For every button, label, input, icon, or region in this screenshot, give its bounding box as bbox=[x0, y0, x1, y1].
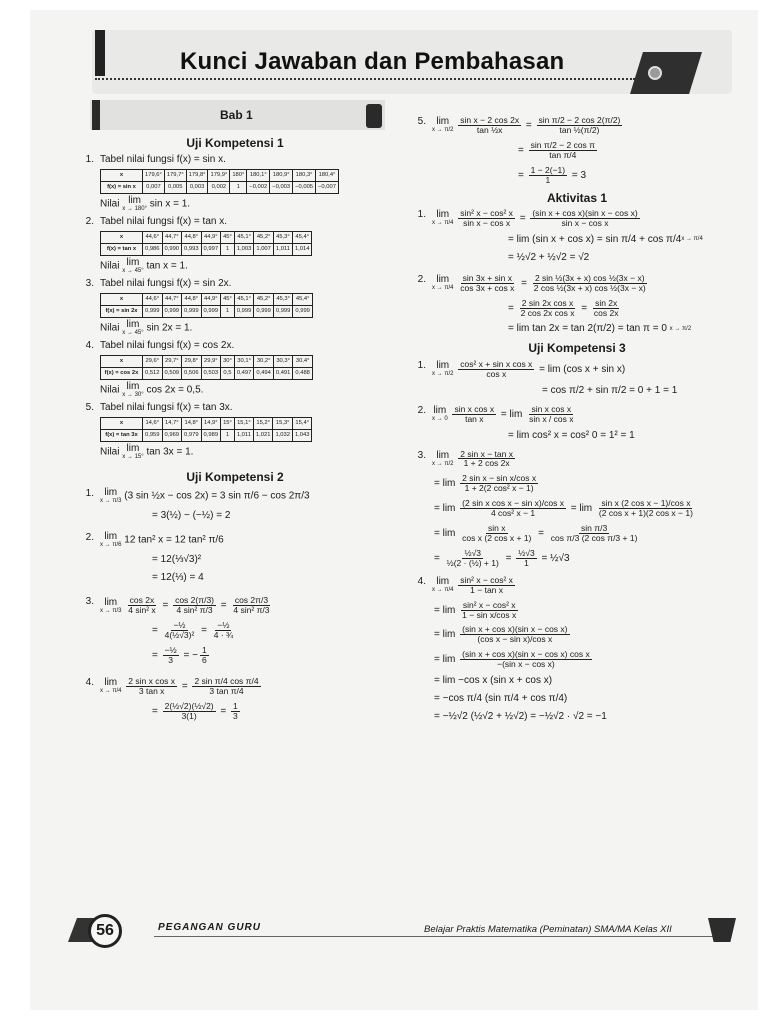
table-header-cell: 179,9° bbox=[208, 170, 230, 182]
table-header-cell: 45,3° bbox=[273, 294, 293, 306]
table-cell: f(x) = sin x bbox=[101, 182, 143, 194]
fraction: $\frac{\cos 2\pi/3}{\text{4 sin² π/3}}$ bbox=[233, 595, 270, 616]
table-header-cell: 29,9° bbox=[201, 356, 221, 368]
table-cell: 0,999 bbox=[273, 306, 293, 318]
fraction: $\frac{\text{sin x (2 cos x − 1)/cos x}}{\text{(2 cos x + 1)(2 cos x − 1)}}$ bbox=[598, 498, 693, 519]
fraction: $\frac{\text{sin x cos x}}{\text{tan x}}$ bbox=[454, 403, 495, 424]
fraction: $\frac{\text{sin x − 2 cos 2x}}{\text{tan ½x}}$ bbox=[460, 115, 520, 135]
fraction: $\frac{\text{(sin x + cos x)(sin x − cos x)}}{\text{(cos x − sin x)/cos x}}$ bbox=[462, 624, 568, 645]
table-header-cell: 29,8° bbox=[182, 356, 202, 368]
equation-step: = lim cos² x = cos² 0 = 1² = 1 bbox=[508, 429, 635, 441]
table-cell: 0,999 bbox=[182, 306, 202, 318]
table-cell: 0,969 bbox=[162, 429, 182, 441]
table-cell: −0,002 bbox=[247, 182, 270, 194]
value-table bbox=[100, 293, 313, 318]
limit-operator: lim x → π/4 bbox=[432, 209, 454, 227]
uji3-item-4 bbox=[412, 576, 742, 595]
table-header-cell: 45,1° bbox=[234, 294, 254, 306]
limit-operator: lim x → π/4 bbox=[100, 677, 122, 695]
table-cell: 0,979 bbox=[182, 429, 202, 441]
fraction: $\frac{\text{2 sin π/4 cos π/4}}{\text{3 tan π/4}}$ bbox=[194, 675, 259, 696]
table-cell: 0,506 bbox=[182, 368, 202, 380]
table-header-cell: x bbox=[101, 418, 143, 430]
table-header-cell: 45° bbox=[221, 232, 235, 244]
fraction: $\frac{\text{(sin x + cos x)(sin x − cos x)}}{\text{sin x − cos x}}$ bbox=[532, 207, 638, 228]
aktivitas-heading: Aktivitas 1 bbox=[546, 190, 608, 205]
limit-operator: lim x → 30° bbox=[122, 381, 144, 399]
table-header-cell: 180,9° bbox=[270, 170, 293, 182]
table-header-cell: 45,1° bbox=[234, 232, 254, 244]
item-number: 3. bbox=[417, 449, 426, 461]
aktivitas-item-1: 1. lim x → π/4 $\frac{\text{sin² x − cos² x}}{\text{sin x − cos x}}$ = $\frac{\text{(sin x + cos x)(sin x − cos x)}}{\text{sin x − cos x}}$ bbox=[412, 209, 742, 228]
aktivitas-item-2: 2. lim x → π/4 $\frac{\text{sin 3x + sin x}}{\text{cos 3x + cos x}}$ = $\frac{\text{2 sin ½(3x + x) cos ½(3x − x)}}{\text{2 cos ½(3x + x) cos ½(3x − x)}}$ bbox=[412, 274, 742, 293]
fraction: $\frac{\text{−½}}{\text{4(½√3)²}}$ bbox=[164, 620, 195, 641]
equation-step: = lim $\frac{\text{(sin x + cos x)(sin x − cos x)}}{\text{(cos x − sin x)/cos x}}$ bbox=[434, 624, 568, 645]
table-cell: 0,999 bbox=[201, 306, 221, 318]
table-header-cell: 15,1° bbox=[234, 418, 253, 430]
table-header-cell: x bbox=[101, 170, 143, 182]
uji2-item-2 bbox=[80, 532, 390, 548]
fraction: $\frac{\text{sin² x − cos² x}}{\text{1 − sin x/cos x}}$ bbox=[462, 599, 517, 620]
equation-step: = lim $\frac{\text{sin² x − cos² x}}{\text{1 − sin x/cos x}}$ bbox=[434, 599, 517, 620]
table-cell: −0,007 bbox=[316, 182, 339, 194]
table-header-cell: 14,6° bbox=[143, 418, 163, 430]
item-number: 3. bbox=[85, 596, 94, 608]
equation-step: = $\frac{1 - 2(-1)}{1}$ = 3 bbox=[518, 164, 587, 185]
item-number: 4. bbox=[417, 575, 426, 587]
table-header-cell: 15° bbox=[221, 418, 235, 430]
limit-operator: lim x → π/4 bbox=[432, 274, 454, 292]
right-column bbox=[412, 112, 742, 723]
limit-operator: lim x → π/3 bbox=[100, 487, 122, 505]
limit-result: Nilai lim x → 45° sin 2x = 1. bbox=[100, 319, 193, 337]
table-cell: 0,509 bbox=[162, 368, 182, 380]
item-number: 1. bbox=[85, 154, 94, 166]
table-cell: 0,986 bbox=[143, 244, 163, 256]
table-row bbox=[101, 170, 339, 182]
item-number: 1. bbox=[417, 359, 426, 371]
uji1-item bbox=[80, 154, 390, 212]
fraction: $\frac{\text{sin π/3}}{\text{cos π/3 (2 cos π/3 + 1)}}$ bbox=[550, 523, 638, 543]
equation-step: = lim $\frac{\text{sin x}}{\text{cos x (2 cos x + 1)}}$ = $\frac{\text{sin π/3}}{\text{cos π/3 (2 cos π/3 + 1)}}$ bbox=[434, 523, 638, 543]
table-header-cell: 14,8° bbox=[182, 418, 202, 430]
table-cell: 1,007 bbox=[254, 244, 274, 256]
table-cell: 0,497 bbox=[234, 368, 254, 380]
table-header-cell: 179,8° bbox=[186, 170, 208, 182]
uji3-item-2: 2. lim x → 0 $\frac{\text{sin x cos x}}{\text{tan x}}$ = lim $\frac{\text{sin x cos x}}{\text{sin x / cos x}}$ bbox=[412, 405, 742, 424]
equation-step: = lim (sin x + cos x) = sin π/4 + cos π/4 x → π/4 bbox=[508, 233, 703, 245]
uji-kompetensi-1-heading: Uji Kompetensi 1 bbox=[186, 136, 284, 150]
table-header-cell: 44,9° bbox=[201, 294, 221, 306]
table-cell: 0,993 bbox=[182, 244, 202, 256]
limit-operator: lim x → 0 bbox=[432, 405, 448, 423]
table-header-cell: 30° bbox=[221, 356, 235, 368]
footer-book-label: PEGANGAN GURU bbox=[158, 922, 262, 933]
table-header-cell: 15,4° bbox=[292, 418, 312, 430]
equation-step: = $\frac{\text{−½}}{3}$ = − $\frac{1}{6}$ bbox=[152, 645, 207, 665]
table-header-cell: x bbox=[101, 232, 143, 244]
table-cell: 0,997 bbox=[201, 244, 221, 256]
table-cell: 0,989 bbox=[201, 429, 221, 441]
table-cell: 0,999 bbox=[293, 306, 313, 318]
table-header-cell: 45,2° bbox=[254, 232, 274, 244]
table-cell: 0,494 bbox=[254, 368, 274, 380]
uji1-item bbox=[80, 278, 390, 336]
uji2-item-3: 3. lim x → π/3 $\frac{\cos 2x}{\text{4 sin² x}}$ = $\frac{\cos 2(\pi/3)}{\text{4 sin² π/3}}$ = $\frac{\cos 2\pi/3}{\text{4 sin² π/3}}$ bbox=[80, 596, 390, 615]
table-row bbox=[101, 368, 313, 380]
fraction: $\frac{\text{sin x}}{\text{cos x (2 cos x + 1)}}$ bbox=[462, 523, 532, 543]
table-header-cell: 14,7° bbox=[162, 418, 182, 430]
item-number: 5. bbox=[417, 116, 426, 127]
item-number: 3. bbox=[85, 278, 94, 290]
chapter-bar bbox=[90, 100, 385, 130]
equation-step: = −cos π/4 (sin π/4 + cos π/4) bbox=[434, 693, 568, 705]
table-header-cell: 44,6° bbox=[143, 294, 163, 306]
table-cell: 1 bbox=[221, 306, 235, 318]
equation-step: = 12(⅓√3)² bbox=[152, 554, 202, 566]
fraction: $\frac{1 - 2(-1)}{1}$ bbox=[530, 164, 566, 185]
table-header-cell: 45,2° bbox=[254, 294, 274, 306]
table-cell: 0,491 bbox=[273, 368, 293, 380]
table-cell: −0,005 bbox=[293, 182, 316, 194]
table-header-cell: 180,3° bbox=[293, 170, 316, 182]
equation-step: = $\frac{\text{sin π/2 − 2 cos π}}{\text{tan π/4}}$ bbox=[518, 139, 596, 160]
item-number: 1. bbox=[417, 208, 426, 220]
table-cell: 0,512 bbox=[143, 368, 163, 380]
header-tab-decoration bbox=[95, 30, 105, 76]
value-table bbox=[100, 355, 313, 380]
limit-operator: lim x → π/3 bbox=[100, 596, 122, 614]
table-cell: 0,959 bbox=[143, 429, 163, 441]
equation-text: (3 sin ½x − cos 2x) = 3 sin π/6 − cos 2π/3 bbox=[124, 490, 310, 502]
item-text: Tabel nilai fungsi f(x) = tan 3x. bbox=[100, 402, 233, 414]
equation-step: = lim −cos x (sin x + cos x) bbox=[434, 675, 553, 687]
table-cell: f(x) = tan x bbox=[101, 244, 143, 256]
table-header-cell: 180° bbox=[230, 170, 247, 182]
fraction: $\frac{\text{sin² x − cos² x}}{\text{1 − tan x}}$ bbox=[460, 574, 513, 595]
item-text: Tabel nilai fungsi f(x) = sin x. bbox=[100, 154, 226, 166]
fraction: $\frac{\text{(sin x + cos x)(sin x − cos x) cos x}}{\text{−(sin x − cos x)}}$ bbox=[462, 649, 590, 670]
table-header-cell: 179,6° bbox=[143, 170, 165, 182]
table-header-cell: 15,2° bbox=[253, 418, 273, 430]
table-header-cell: 44,8° bbox=[182, 232, 202, 244]
limit-operator: lim x → 45° bbox=[122, 257, 144, 275]
table-header-cell: 15,3° bbox=[273, 418, 293, 430]
table-cell: 0,990 bbox=[162, 244, 182, 256]
table-row bbox=[101, 232, 312, 244]
uji-kompetensi-1-list bbox=[80, 154, 390, 460]
equation-step: = 12(⅓) = 4 bbox=[152, 572, 204, 584]
item-number: 5. bbox=[85, 402, 94, 414]
table-row bbox=[101, 306, 313, 318]
table-cell: 1 bbox=[230, 182, 247, 194]
fraction: $\frac{\text{sin 3x + sin x}}{\text{cos 3x + cos x}}$ bbox=[460, 272, 515, 293]
table-cell: 0,999 bbox=[234, 306, 254, 318]
item-number: 4. bbox=[85, 340, 94, 352]
fraction: $\frac{\text{½√3}}{\text{½(2 · (½) + 1)}}$ bbox=[446, 547, 499, 568]
value-table bbox=[100, 417, 312, 442]
uji1-item-5-solution: 5. lim x → π/2 $\frac{\text{sin x − 2 cos 2x}}{\text{tan ½x}}$ = $\frac{\text{sin π/2 − 2 cos 2(π/2)}}{\text{tan ½(π/2)}}$ bbox=[412, 116, 742, 135]
footer-book-title: Belajar Praktis Matematika (Peminatan) SMA/MA Kelas XII bbox=[424, 924, 672, 935]
table-row bbox=[101, 356, 313, 368]
table-cell: 0,005 bbox=[164, 182, 186, 194]
table-cell: 0,999 bbox=[254, 306, 274, 318]
limit-operator: lim x → π/2 bbox=[432, 360, 454, 378]
fraction: $\frac{\text{−½}}{3}$ bbox=[164, 645, 177, 665]
limit-operator: lim x → π/2 bbox=[432, 449, 454, 467]
equation-step: = $\frac{\text{2 sin 2x cos x}}{\text{2 cos 2x cos x}}$ = $\frac{\sin 2x}{\cos 2x}$ bbox=[508, 297, 619, 318]
bullet-icon bbox=[648, 66, 662, 80]
table-header-cell: 44,6° bbox=[143, 232, 163, 244]
table-row bbox=[101, 418, 312, 430]
fraction: $\frac{\cos 2x}{\text{4 sin² x}}$ bbox=[128, 595, 156, 616]
table-header-cell: 45,3° bbox=[273, 232, 292, 244]
limit-operator: lim x → π/6 bbox=[100, 531, 122, 549]
footer-divider bbox=[154, 936, 714, 937]
item-number: 2. bbox=[417, 273, 426, 285]
fraction: $\frac{\text{2 sin x cos x}}{\text{3 tan x}}$ bbox=[128, 675, 176, 696]
left-column bbox=[80, 100, 390, 721]
table-cell: −0,003 bbox=[270, 182, 293, 194]
table-cell: 1,021 bbox=[253, 429, 273, 441]
chapter-tab-decoration bbox=[92, 100, 100, 130]
fraction: $\frac{\text{−½}}{\text{4 · ¾}}$ bbox=[213, 620, 234, 641]
table-cell: 0,003 bbox=[186, 182, 208, 194]
table-cell: 1,014 bbox=[292, 244, 312, 256]
table-cell: 0,5 bbox=[221, 368, 235, 380]
value-table bbox=[100, 169, 339, 194]
fraction: $\frac{1}{3}$ bbox=[233, 700, 238, 721]
equation-step: = 3(½) − (−½) = 2 bbox=[152, 510, 231, 522]
table-cell: f(x) = cos 2x bbox=[101, 368, 143, 380]
table-header-cell: 30,3° bbox=[273, 356, 293, 368]
fraction: $\frac{\text{2(½√2)(½√2)}}{3(1)}$ bbox=[164, 700, 214, 721]
chapter-tab-icon bbox=[366, 104, 382, 128]
table-cell: 0,007 bbox=[143, 182, 165, 194]
page-title: Kunci Jawaban dan Pembahasan bbox=[180, 48, 565, 75]
equation-step: = $\frac{\text{½√3}}{\text{½(2 · (½) + 1)}}$ = $\frac{\text{½√3}}{1}$ = ½√3 bbox=[434, 547, 570, 568]
table-header-cell: 44,7° bbox=[162, 294, 182, 306]
table-cell: 0,002 bbox=[208, 182, 230, 194]
header-divider bbox=[95, 78, 635, 80]
uji2-item-4: 4. lim x → π/4 $\frac{\text{2 sin x cos x}}{\text{3 tan x}}$ = $\frac{\text{2 sin π/4 cos π/4}}{\text{3 tan π/4}}$ bbox=[80, 677, 390, 696]
table-cell: 1,043 bbox=[292, 429, 312, 441]
table-header-cell: 180,1° bbox=[247, 170, 270, 182]
footer-badge-icon bbox=[708, 918, 736, 942]
table-header-cell: 44,9° bbox=[201, 232, 221, 244]
item-number: 4. bbox=[85, 676, 94, 688]
table-row bbox=[101, 182, 339, 194]
equation-text: 12 tan² x = 12 tan² π/6 bbox=[124, 534, 224, 546]
table-header-cell: 29,6° bbox=[143, 356, 163, 368]
table-cell: f(x) = sin 2x bbox=[101, 306, 143, 318]
equation-step: = lim $\frac{\text{2 sin x − sin x/cos x}}{\text{1 + 2(2 cos² x − 1)}}$ bbox=[434, 473, 537, 494]
fraction: $\frac{1}{6}$ bbox=[201, 645, 207, 665]
equation-step: = lim $\frac{\text{(2 sin x cos x − sin x)/cos x}}{\text{4 cos² x − 1}}$ = lim $\frac{\text{sin x (2 cos x − 1)/cos x}}{\text{(2 cos x + 1)(2 cos x − 1)}}$ bbox=[434, 498, 693, 519]
table-row bbox=[101, 294, 313, 306]
table-cell: 0,503 bbox=[201, 368, 221, 380]
limit-result: Nilai lim x → 30° cos 2x = 0,5. bbox=[100, 381, 204, 399]
table-header-cell: 45,4° bbox=[293, 294, 313, 306]
table-cell: 1 bbox=[221, 429, 235, 441]
table-cell: 1,011 bbox=[273, 244, 292, 256]
fraction: $\frac{\text{sin π/2 − 2 cos π}}{\text{tan π/4}}$ bbox=[530, 139, 596, 160]
table-cell: 1,032 bbox=[273, 429, 293, 441]
item-text: Tabel nilai fungsi f(x) = cos 2x. bbox=[100, 340, 235, 352]
fraction: $\frac{\text{2 sin ½(3x + x) cos ½(3x − x)}}{\text{2 cos ½(3x + x) cos ½(3x − x)}}$ bbox=[533, 272, 646, 293]
limit-operator: lim x → 180° bbox=[122, 195, 147, 213]
value-table bbox=[100, 231, 312, 256]
item-number: 2. bbox=[85, 216, 94, 228]
table-header-cell: 44,7° bbox=[162, 232, 182, 244]
table-cell: 1 bbox=[221, 244, 235, 256]
fraction: $\frac{\text{sin π/2 − 2 cos 2(π/2)}}{\text{tan ½(π/2)}}$ bbox=[538, 115, 621, 135]
table-row bbox=[101, 244, 312, 256]
table-cell: 1,011 bbox=[234, 429, 253, 441]
page-footer bbox=[60, 912, 740, 948]
table-header-cell: 179,7° bbox=[164, 170, 186, 182]
item-number: 1. bbox=[85, 488, 94, 500]
table-header-cell: 30,2° bbox=[254, 356, 274, 368]
fraction: $\frac{\text{2 sin x − tan x}}{1 + 2 \cos 2x}$ bbox=[460, 448, 513, 469]
fraction: $\frac{\cos 2(\pi/3)}{\text{4 sin² π/3}}$ bbox=[175, 595, 215, 616]
uji-kompetensi-3-heading: Uji Kompetensi 3 bbox=[528, 341, 626, 356]
item-number: 2. bbox=[85, 532, 94, 544]
table-cell: 0,999 bbox=[143, 306, 163, 318]
equation-step: = cos π/2 + sin π/2 = 0 + 1 = 1 bbox=[542, 384, 678, 396]
fraction: $\frac{\text{sin x cos x}}{\text{sin x / cos x}}$ bbox=[529, 403, 574, 424]
uji3-item-1: 1. lim x → π/2 $\frac{\text{cos² x + sin x cos x}}{\text{cos x}}$ = lim (cos x + sin x) bbox=[412, 360, 742, 379]
limit-result: Nilai lim x → 45° tan x = 1. bbox=[100, 257, 188, 275]
table-header-cell: x bbox=[101, 294, 143, 306]
equation-step: = −½√2 (½√2 + ½√2) = −½√2 · √2 = −1 bbox=[434, 711, 607, 723]
fraction: $\frac{\text{sin² x − cos² x}}{\text{sin x − cos x}}$ bbox=[460, 207, 513, 228]
uji-kompetensi-2-heading: Uji Kompetensi 2 bbox=[186, 469, 284, 484]
equation-step: = $\frac{\text{2(½√2)(½√2)}}{3(1)}$ = $\frac{1}{3}$ bbox=[152, 700, 238, 721]
equation-step: = ½√2 + ½√2 = √2 bbox=[508, 251, 590, 263]
uji3-item-3 bbox=[412, 450, 742, 469]
table-row bbox=[101, 429, 312, 441]
item-text: Tabel nilai fungsi f(x) = tan x. bbox=[100, 216, 228, 228]
uji1-item bbox=[80, 340, 390, 398]
equation-step: = $\frac{\text{−½}}{\text{4(½√3)²}}$ = $\frac{\text{−½}}{\text{4 · ¾}}$ bbox=[152, 620, 234, 641]
limit-result: Nilai lim x → 180° sin x = 1. bbox=[100, 195, 191, 213]
table-header-cell: 44,8° bbox=[182, 294, 202, 306]
table-header-cell: x bbox=[101, 356, 143, 368]
table-header-cell: 14,9° bbox=[201, 418, 221, 430]
table-header-cell: 29,7° bbox=[162, 356, 182, 368]
page-number: 56 bbox=[88, 914, 122, 948]
limit-operator: lim x → π/2 bbox=[432, 116, 454, 134]
limit-result: Nilai lim x → 15° tan 3x = 1. bbox=[100, 442, 194, 460]
limit-operator: lim x → 45° bbox=[122, 319, 144, 337]
chapter-label: Bab 1 bbox=[220, 108, 253, 122]
item-number: 2. bbox=[417, 404, 426, 416]
uji2-item-1 bbox=[80, 488, 390, 504]
fraction: $\frac{\text{(2 sin x cos x − sin x)/cos x}}{\text{4 cos² x − 1}}$ bbox=[462, 498, 564, 519]
fraction: $\frac{\text{2 sin x − sin x/cos x}}{\text{1 + 2(2 cos² x − 1)}}$ bbox=[462, 473, 537, 494]
table-cell: 0,488 bbox=[293, 368, 313, 380]
fraction: $\frac{\text{½√3}}{1}$ bbox=[518, 547, 535, 568]
equation-step: = lim $\frac{\text{(sin x + cos x)(sin x − cos x) cos x}}{\text{−(sin x − cos x)}}$ bbox=[434, 649, 590, 670]
table-cell: 0,999 bbox=[162, 306, 182, 318]
table-cell: f(x) = tan 3x bbox=[101, 429, 143, 441]
table-header-cell: 45° bbox=[221, 294, 235, 306]
fraction: $\frac{\sin 2x}{\cos 2x}$ bbox=[593, 297, 619, 318]
table-header-cell: 30,1° bbox=[234, 356, 254, 368]
table-header-cell: 45,4° bbox=[292, 232, 312, 244]
item-text: Tabel nilai fungsi f(x) = sin 2x. bbox=[100, 278, 232, 290]
table-cell: 1,003 bbox=[234, 244, 254, 256]
uji1-item bbox=[80, 402, 390, 460]
uji1-item bbox=[80, 216, 390, 274]
table-header-cell: 180,4° bbox=[316, 170, 339, 182]
fraction: $\frac{\text{cos² x + sin x cos x}}{\text{cos x}}$ bbox=[460, 358, 533, 379]
fraction: $\frac{\text{2 sin 2x cos x}}{\text{2 cos 2x cos x}}$ bbox=[520, 297, 575, 318]
table-header-cell: 30,4° bbox=[293, 356, 313, 368]
limit-operator: lim x → 15° bbox=[122, 442, 144, 460]
limit-operator: lim x → π/4 bbox=[432, 576, 454, 594]
equation-step: = lim tan 2x = tan 2(π/2) = tan π = 0 x → π/2 bbox=[508, 323, 692, 335]
